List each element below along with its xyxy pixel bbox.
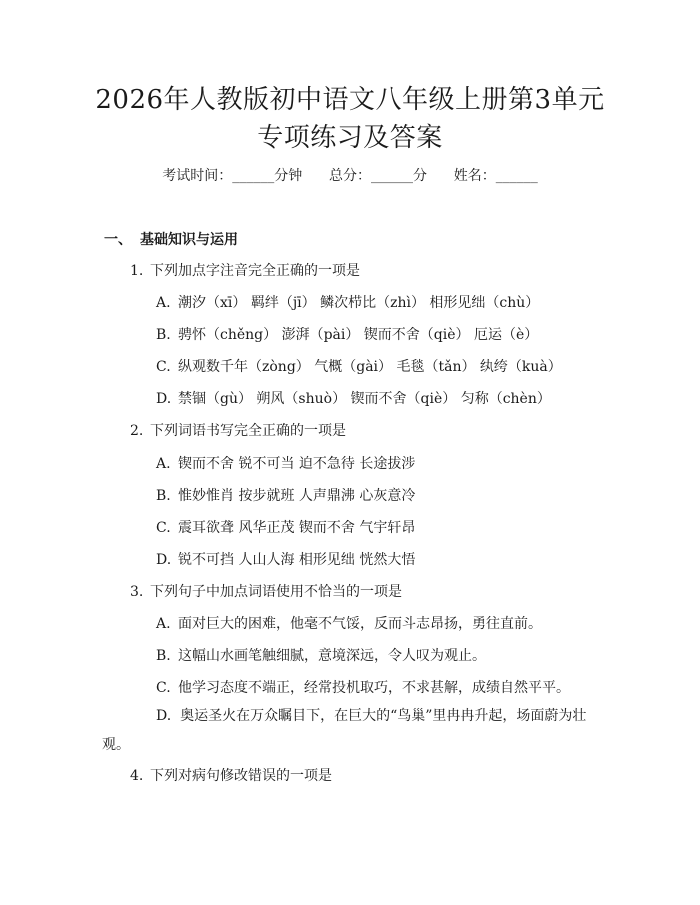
option-text: 面对巨大的困难，他毫不气馁，反而斗志昂扬，勇往直前。 — [178, 616, 542, 632]
question-number: 2. — [130, 423, 144, 439]
option-text: 震耳欲聋 风华正茂 锲而不舍 气宇轩昂 — [178, 520, 416, 536]
option-label: B. — [156, 327, 171, 343]
option-text: 这幅山水画笔触细腻，意境深远，令人叹为观止。 — [178, 648, 486, 664]
page-title-line2: 专项练习及答案 — [257, 123, 443, 153]
option-label: C. — [156, 680, 171, 696]
option-label: B. — [156, 488, 171, 504]
question-number: 3. — [130, 584, 144, 600]
section-heading — [104, 230, 238, 250]
question-text: 下列加点字注音完全正确的一项是 — [150, 263, 360, 279]
question-text: 下列对病句修改错误的一项是 — [150, 768, 332, 784]
question-4 — [130, 766, 332, 786]
option-text: 奥运圣火在万众瞩目下，在巨大的“鸟巢”里冉冉升起，场面蔚为壮观。 — [102, 708, 587, 753]
time-unit: 分钟 — [274, 168, 303, 184]
exam-meta — [0, 166, 700, 186]
score-label: 总分： — [329, 168, 371, 184]
option-1a — [156, 293, 539, 313]
option-text: 纵观数千年（zòng） 气概（gài） 毛毯（tǎn） 纨绔（kuà） — [178, 359, 562, 375]
option-2c — [156, 518, 415, 538]
option-label: D. — [156, 391, 172, 407]
option-text: 锲而不舍 锐不可当 迫不急待 长途拔涉 — [178, 456, 416, 472]
option-3d — [102, 702, 602, 760]
question-2 — [130, 421, 346, 441]
option-label: B. — [156, 648, 171, 664]
time-blank: ______ — [232, 168, 275, 184]
option-3b — [156, 646, 486, 666]
question-1 — [130, 261, 360, 281]
option-label: D. — [156, 552, 172, 568]
option-label: A. — [156, 295, 171, 311]
option-text: 他学习态度不端正，经常投机取巧，不求甚解，成绩自然平平。 — [178, 680, 570, 696]
option-label: A. — [156, 616, 171, 632]
option-text: 潮汐（xī） 羁绊（jī） 鳞次栉比（zhì） 相形见绌（chù） — [178, 295, 540, 311]
question-number: 4. — [130, 768, 144, 784]
name-label: 姓名： — [453, 168, 496, 184]
question-3 — [130, 582, 402, 602]
option-text: 惟妙惟肖 按步就班 人声鼎沸 心灰意冷 — [178, 488, 416, 504]
option-2d — [156, 550, 415, 570]
option-1d — [156, 389, 551, 409]
option-label: A. — [156, 456, 171, 472]
option-2a — [156, 454, 415, 474]
option-text: 禁锢（gù） 朔风（shuò） 锲而不舍（qiè） 匀称（chèn） — [178, 391, 551, 407]
name-blank: ______ — [495, 168, 538, 184]
option-text: 锐不可挡 人山人海 相形见绌 恍然大悟 — [178, 552, 416, 568]
section-title: 基础知识与运用 — [140, 232, 238, 248]
option-3a — [156, 614, 542, 634]
option-1c — [156, 357, 562, 377]
option-text: 骋怀（chěng） 澎湃（pài） 锲而不舍（qiè） 厄运（è） — [178, 327, 539, 343]
option-2b — [156, 486, 415, 506]
time-label: 考试时间： — [162, 168, 233, 184]
score-blank: ______ — [371, 168, 413, 184]
question-text: 下列句子中加点词语使用不恰当的一项是 — [150, 584, 402, 600]
option-label: D. — [156, 708, 172, 724]
question-number: 1. — [130, 263, 144, 279]
section-number: 一、 — [104, 232, 132, 248]
option-label: C. — [156, 359, 171, 375]
option-label: C. — [156, 520, 171, 536]
question-text: 下列词语书写完全正确的一项是 — [150, 423, 346, 439]
option-3c — [156, 678, 570, 698]
score-unit: 分 — [413, 168, 427, 184]
option-1b — [156, 325, 538, 345]
page-title-line1: 2026年人教版初中语文八年级上册第3单元 — [95, 85, 605, 115]
